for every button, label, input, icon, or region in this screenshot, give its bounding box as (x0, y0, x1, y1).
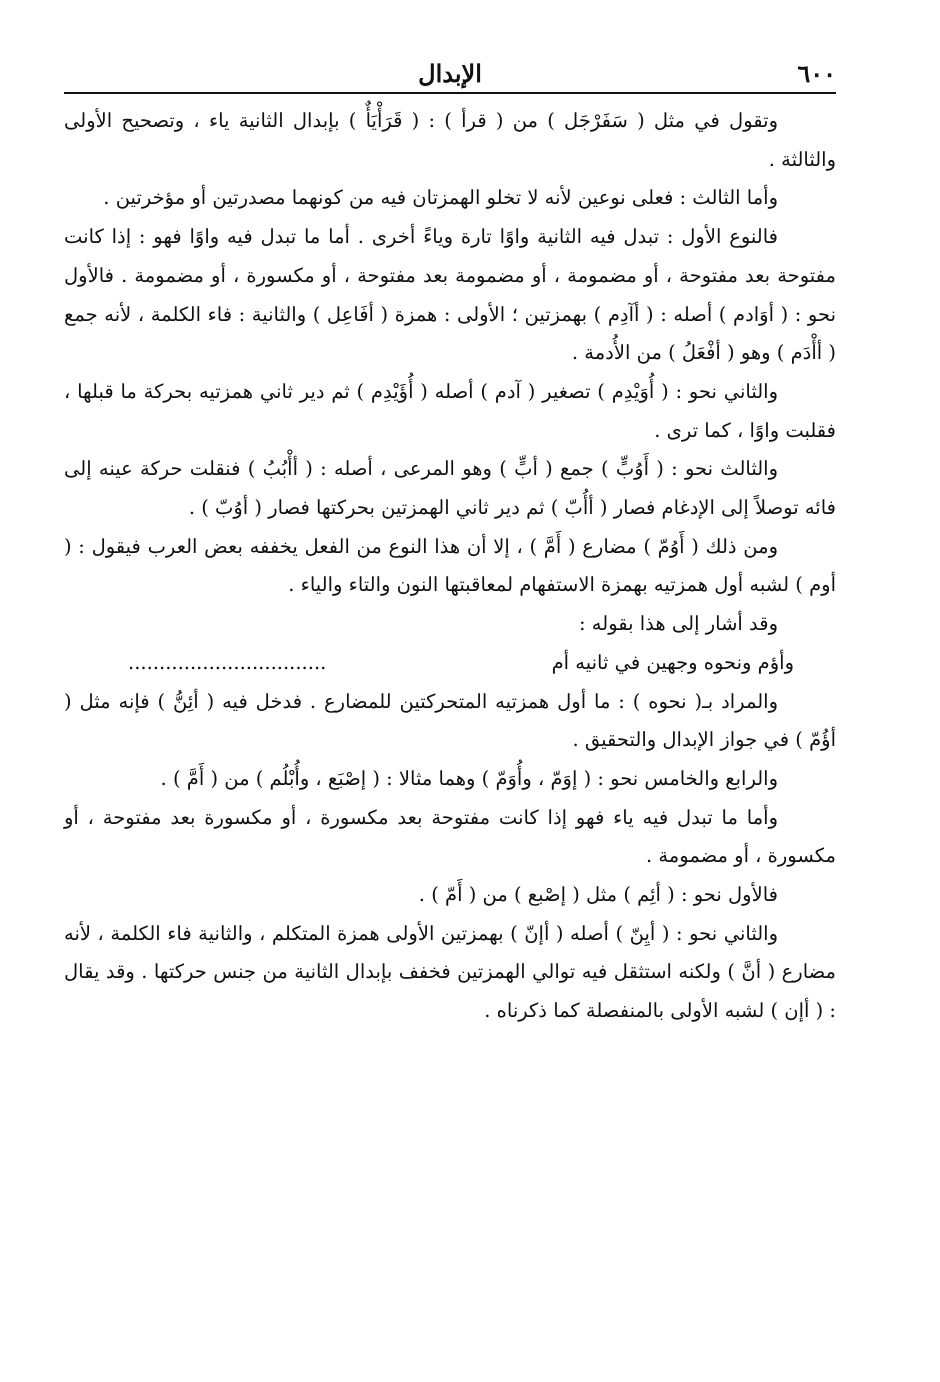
verse-first-hemistich: وأؤم ونحوه وجهين في ثانيه أم (551, 650, 794, 674)
document-page (64, 56, 836, 1346)
paragraph: والمراد بـ( نحوه ) : ما أول همزتيه المتحركتين للمضارع . فدخل فيه ( أئِنُّ ) فإنه مثل ( أؤُمّ ) في جواز الإبدال والتحقيق . (64, 689, 836, 752)
body-text (64, 102, 836, 1031)
paragraph: فالأول نحو : ( أئِم ) مثل ( إصْبع ) من ( أَمّ ) . (418, 883, 778, 907)
paragraph: ومن ذلك ( أَوُمّ ) مضارع ( أَمَّ ) ، إلا أن هذا النوع من الفعل يخففه بعض العرب فيقول : ( أوم ) لشبه أول همزتيه بهمزة الاستفهام لمعاقبتها النون والتاء والياء . (64, 534, 836, 597)
running-title: الإبدال (418, 59, 482, 88)
verse-line (64, 644, 836, 683)
paragraph: والثاني نحو : ( أُوَيْدِم ) تصغير ( آدم ) أصله ( أُؤَيْدِم ) ثم دير ثاني همزتيه بحركة ما قبلها ، فقلبت واوًا ، كما ترى . (64, 379, 836, 442)
paragraph: والثالث نحو : ( أَوُبٍّ ) جمع ( أبٍّ ) وهو المرعى ، أصله : ( أأْبُبُ ) فنقلت حركة عينه إلى فائه توصلاً إلى الإدغام فصار ( أأُبّ ) ثم دير ثاني الهمزتين بحركتها فصار ( أوُبّ ) . (64, 457, 836, 520)
paragraph: وتقول في مثل ( سَفَرْجَل ) من ( قرأ ) : ( قَرَأْيَأٌ ) بإبدال الثانية ياء ، وتصحيح الأولى والثالثة . (64, 109, 836, 171)
paragraph: وقد أشار إلى هذا بقوله : (579, 612, 778, 636)
paragraph: فالنوع الأول : تبدل فيه الثانية واوًا تارة وياءً أخرى . أما ما تبدل فيه واوًا فهو : إذا كانت مفتوحة بعد مفتوحة ، أو مضمومة ، أو مضمومة بعد مفتوحة ، أو مكسورة ، أو مضمومة . فالأول نحو : ( أوَادم ) أصله : ( أآدِم ) بهمزتين ؛ الأولى : همزة ( أفَاعِل ) والثانية : فاء الكلمة ، لأنه جمع ( أأْدَم ) وهو ( أفْعَلُ ) من الأُدمة . (64, 225, 836, 365)
verse-second-hemistich: ................................ (128, 650, 327, 674)
paragraph: وأما الثالث : فعلى نوعين لأنه لا تخلو الهمزتان فيه من كونهما مصدرتين أو مؤخرتين . (103, 186, 778, 210)
paragraph: وأما ما تبدل فيه ياء فهو إذا كانت مفتوحة بعد مكسورة ، أو مكسورة بعد مفتوحة ، أو مكسورة ، أو مضمومة . (64, 805, 836, 868)
page-header (64, 56, 836, 94)
paragraph: والثاني نحو : ( أيِنّ ) أصله ( أإنّ ) بهمزتين الأولى همزة المتكلم ، والثانية فاء الكلمة ، لأنه مضارع ( أنَّ ) ولكنه استثقل فيه توالي الهمزتين فخفف بإبدال الثانية من جنس حركتها . وقد يقال : ( أإن ) لشبه الأولى بالمنفصلة كما ذكرناه . (64, 921, 836, 1023)
paragraph: والرابع والخامس نحو : ( إوَمّ ، وأُوَمّ ) وهما مثالا : ( إصْبَع ، وأُبْلُم ) من ( أَمَّ ) . (160, 766, 778, 790)
page-number: ٦٠٠ (797, 59, 836, 88)
